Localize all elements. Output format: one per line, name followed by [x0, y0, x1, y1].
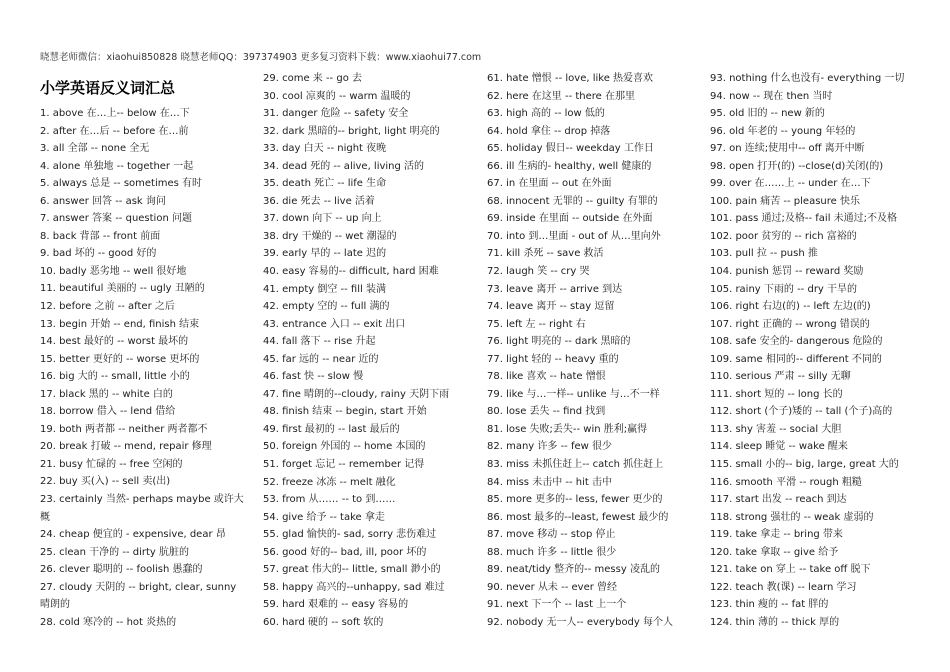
list-item: 20. break 打破 -- mend, repair 修理 — [40, 441, 212, 453]
list-item: 57. great 伟大的-- little, small 渺小的 — [263, 564, 441, 576]
list-item: 109. same 相同的-- different 不同的 — [710, 353, 882, 365]
list-item: 88. much 许多 -- little 很少 — [487, 546, 617, 558]
list-item: 118. strong 强壮的 -- weak 虚弱的 — [710, 511, 874, 523]
list-item: 78. like 喜欢 -- hate 憎恨 — [487, 371, 606, 383]
list-item: 75. left 左 -- right 右 — [487, 318, 586, 330]
list-item: 61. hate 憎恨 -- love, like 热爱喜欢 — [487, 73, 654, 84]
list-item: 107. right 正确的 -- wrong 错误的 — [710, 318, 870, 330]
list-item: 87. move 移动 -- stop 停止 — [487, 529, 616, 541]
list-item: 50. foreign 外国的 -- home 本国的 — [263, 441, 426, 453]
list-item: 74. leave 离开 -- stay 逗留 — [487, 301, 615, 313]
list-item: 14. best 最好的 -- worst 最坏的 — [40, 336, 189, 348]
list-item: 92. nobody 无一人-- everybody 每个人 — [487, 616, 674, 628]
list-item: 100. pain 痛苦 -- pleasure 快乐 — [710, 195, 860, 207]
list-item: 49. first 最初的 -- last 最后的 — [263, 423, 400, 435]
list-item: 1. above 在…上-- below 在…下 — [40, 108, 190, 119]
list-item: 81. lose 失败;丢失-- win 胜利;赢得 — [487, 423, 648, 435]
list-item: 73. leave 离开 -- arrive 到达 — [487, 283, 623, 295]
list-item: 82. many 许多 -- few 很少 — [487, 441, 612, 453]
list-item: 37. down 向下 -- up 向上 — [263, 213, 382, 225]
list-item: 91. next 下一个 -- last 上一个 — [487, 599, 627, 611]
list-item: 23. certainly 当然- perhaps maybe 或许大概 — [40, 494, 244, 523]
list-item: 41. empty 倒空 -- fill 装满 — [263, 283, 386, 295]
list-item: 58. happy 高兴的--unhappy, sad 难过 — [263, 581, 445, 593]
list-item: 99. over 在……上 -- under 在…下 — [710, 178, 871, 190]
list-item: 104. punish 惩罚 -- reward 奖励 — [710, 266, 864, 278]
list-item: 72. laugh 笑 -- cry 哭 — [487, 266, 590, 278]
list-item: 70. into 到…里面 - out of 从…里向外 — [487, 230, 661, 242]
list-item: 108. safe 安全的- dangerous 危险的 — [710, 336, 883, 348]
list-item: 28. cold 寒冷的 -- hot 炎热的 — [40, 616, 177, 628]
list-item: 83. miss 未抓住赶上-- catch 抓住赶上 — [487, 459, 664, 471]
antonym-column-4 — [710, 70, 942, 632]
list-item: 2. after 在…后 -- before 在…前 — [40, 125, 189, 137]
list-item: 31. danger 危险 -- safety 安全 — [263, 108, 409, 120]
list-item: 34. dead 死的 -- alive, living 活的 — [263, 160, 425, 172]
list-item: 106. right 右边(的) -- left 左边(的) — [710, 301, 871, 313]
list-item: 40. easy 容易的-- difficult, hard 困难 — [263, 266, 439, 278]
list-item: 67. in 在里面 -- out 在外面 — [487, 178, 612, 190]
list-item: 62. here 在这里 -- there 在那里 — [487, 90, 636, 102]
list-item: 98. open 打开(的) --close(d)关闭(的) — [710, 160, 884, 172]
list-item: 12. before 之前 -- after 之后 — [40, 301, 175, 313]
list-item: 24. cheap 便宜的 - expensive, dear 昂 — [40, 529, 226, 541]
list-item: 32. dark 黑暗的-- bright, light 明亮的 — [263, 125, 440, 137]
list-item: 68. innocent 无罪的 -- guilty 有罪的 — [487, 195, 658, 207]
list-item: 16. big 大的 -- small, little 小的 — [40, 371, 190, 383]
list-item: 124. thin 薄的 -- thick 厚的 — [710, 616, 840, 628]
list-item: 117. start 出发 -- reach 到达 — [710, 494, 847, 506]
list-item: 80. lose 丢失 -- find 找到 — [487, 406, 606, 418]
list-item: 19. both 两者都 -- neither 两者都不 — [40, 423, 208, 435]
list-item: 53. from 从…… -- to 到…… — [263, 494, 396, 506]
list-item: 96. old 年老的 -- young 年轻的 — [710, 125, 856, 137]
list-item: 71. kill 杀死 -- save 救活 — [487, 248, 604, 260]
list-item: 13. begin 开始 -- end, finish 结束 — [40, 318, 200, 330]
list-item: 94. now -- 现在 then 当时 — [710, 90, 833, 102]
list-item: 90. never 从未 -- ever 曾经 — [487, 581, 618, 593]
list-item: 54. give 给予 -- take 拿走 — [263, 511, 385, 523]
list-item: 45. far 远的 -- near 近的 — [263, 353, 379, 365]
list-item: 123. thin 瘦的 -- fat 胖的 — [710, 599, 829, 611]
page-header: 晓慧老师微信：xiaohui850828 晓慧老师QQ：397374903 更多复习资料下载：www.xiaohui77.com — [40, 52, 482, 63]
list-item: 55. glad 愉快的- sad, sorry 悲伤难过 — [263, 529, 437, 541]
list-item: 27. cloudy 天阴的 -- bright, clear, sunny 晴朗的 — [40, 581, 237, 611]
list-item: 65. holiday 假日-- weekday 工作日 — [487, 143, 654, 155]
list-item: 29. come 来 -- go 去 — [263, 73, 362, 84]
list-item: 79. like 与…一样-- unlike 与…不一样 — [487, 388, 660, 400]
list-item: 3. all 全部 -- none 全无 — [40, 143, 150, 155]
list-item: 103. pull 拉 -- push 推 — [710, 248, 818, 260]
list-item: 112. short (个子)矮的 -- tall (个子)高的 — [710, 406, 893, 418]
list-item: 43. entrance 入口 -- exit 出口 — [263, 318, 406, 330]
list-item: 4. alone 单独地 -- together 一起 — [40, 160, 194, 172]
list-item: 119. take 拿走 -- bring 带来 — [710, 529, 843, 541]
list-item: 15. better 更好的 -- worse 更坏的 — [40, 353, 200, 365]
list-item: 115. small 小的-- big, large, great 大的 — [710, 459, 899, 471]
list-item: 69. inside 在里面 -- outside 在外面 — [487, 213, 653, 225]
list-item: 25. clean 干净的 -- dirty 肮脏的 — [40, 546, 189, 558]
list-item: 93. nothing 什么也没有- everything 一切 — [710, 73, 905, 84]
antonym-column-3 — [487, 70, 697, 632]
list-item: 97. on 连续;使用中-- off 离开中断 — [710, 143, 865, 155]
list-item: 6. answer 回答 -- ask 询问 — [40, 195, 166, 207]
list-item: 122. teach 教(课) -- learn 学习 — [710, 581, 857, 593]
list-item: 86. most 最多的--least, fewest 最少的 — [487, 511, 669, 523]
list-item: 38. dry 干燥的 -- wet 潮湿的 — [263, 230, 397, 242]
list-item: 33. day 白天 -- night 夜晚 — [263, 143, 387, 155]
list-item: 77. light 轻的 -- heavy 重的 — [487, 353, 619, 365]
list-item: 120. take 拿取 -- give 给予 — [710, 546, 839, 558]
list-item: 60. hard 硬的 -- soft 软的 — [263, 616, 384, 628]
list-item: 114. sleep 睡觉 -- wake 醒来 — [710, 441, 848, 453]
list-item: 52. freeze 冰冻 -- melt 融化 — [263, 476, 396, 488]
list-item: 56. good 好的-- bad, ill, poor 坏的 — [263, 546, 427, 558]
page-title: 小学英语反义词汇总 — [40, 79, 176, 97]
list-item: 39. early 早的 -- late 迟的 — [263, 248, 387, 260]
list-item: 11. beautiful 美丽的 -- ugly 丑陋的 — [40, 283, 205, 295]
list-item: 101. pass 通过;及格-- fail 未通过;不及格 — [710, 213, 898, 225]
list-item: 26. clever 聪明的 -- foolish 愚蠢的 — [40, 564, 203, 576]
list-item: 5. always 总是 -- sometimes 有时 — [40, 178, 203, 190]
list-item: 76. light 明亮的 -- dark 黑暗的 — [487, 336, 631, 348]
list-item: 102. poor 贫穷的 -- rich 富裕的 — [710, 230, 857, 242]
list-item: 121. take on 穿上 -- take off 脱下 — [710, 564, 871, 576]
list-item: 64. hold 拿住 -- drop 掉落 — [487, 125, 611, 137]
list-item: 66. ill 生病的- healthy, well 健康的 — [487, 160, 652, 172]
list-item: 35. death 死亡 -- life 生命 — [263, 178, 387, 190]
list-item: 63. high 高的 -- low 低的 — [487, 108, 605, 120]
list-item: 30. cool 凉爽的 -- warm 温暖的 — [263, 90, 411, 102]
list-item: 105. rainy 下雨的 -- dry 干旱的 — [710, 283, 858, 295]
antonym-column-1 — [40, 105, 245, 631]
list-item: 47. fine 晴朗的--cloudy, rainy 天阴下雨 — [263, 388, 450, 400]
list-item: 18. borrow 借入 -- lend 借给 — [40, 406, 176, 418]
list-item: 8. back 背部 -- front 前面 — [40, 230, 161, 242]
list-item: 95. old 旧的 -- new 新的 — [710, 108, 825, 120]
list-item: 48. finish 结束 -- begin, start 开始 — [263, 406, 427, 418]
antonym-column-2 — [263, 70, 473, 632]
list-item: 7. answer 答案 -- question 问题 — [40, 213, 192, 225]
list-item: 59. hard 艰难的 -- easy 容易的 — [263, 599, 409, 611]
list-item: 110. serious 严肃 -- silly 无聊 — [710, 371, 851, 383]
list-item: 46. fast 快 -- slow 慢 — [263, 371, 364, 383]
list-item: 116. smooth 平滑 -- rough 粗糙 — [710, 476, 862, 488]
list-item: 10. badly 恶劣地 -- well 很好地 — [40, 265, 187, 277]
list-item: 9. bad 坏的 -- good 好的 — [40, 248, 157, 260]
list-item: 36. die 死去 -- live 活着 — [263, 195, 375, 207]
list-item: 113. shy 害羞 -- social 大胆 — [710, 423, 842, 435]
list-item: 17. black 黑的 -- white 白的 — [40, 388, 173, 400]
list-item: 89. neat/tidy 整齐的-- messy 凌乱的 — [487, 564, 660, 576]
list-item: 42. empty 空的 -- full 满的 — [263, 301, 390, 313]
list-item: 44. fall 落下 -- rise 升起 — [263, 336, 376, 348]
list-item: 111. short 短的 -- long 长的 — [710, 388, 843, 400]
list-item: 84. miss 未击中 -- hit 击中 — [487, 476, 612, 488]
list-item: 51. forget 忘记 -- remember 记得 — [263, 459, 425, 471]
list-item: 21. busy 忙碌的 -- free 空闲的 — [40, 458, 183, 470]
list-item: 22. buy 买(入) -- sell 卖(出) — [40, 476, 171, 488]
list-item: 85. more 更多的-- less, fewer 更少的 — [487, 494, 663, 506]
